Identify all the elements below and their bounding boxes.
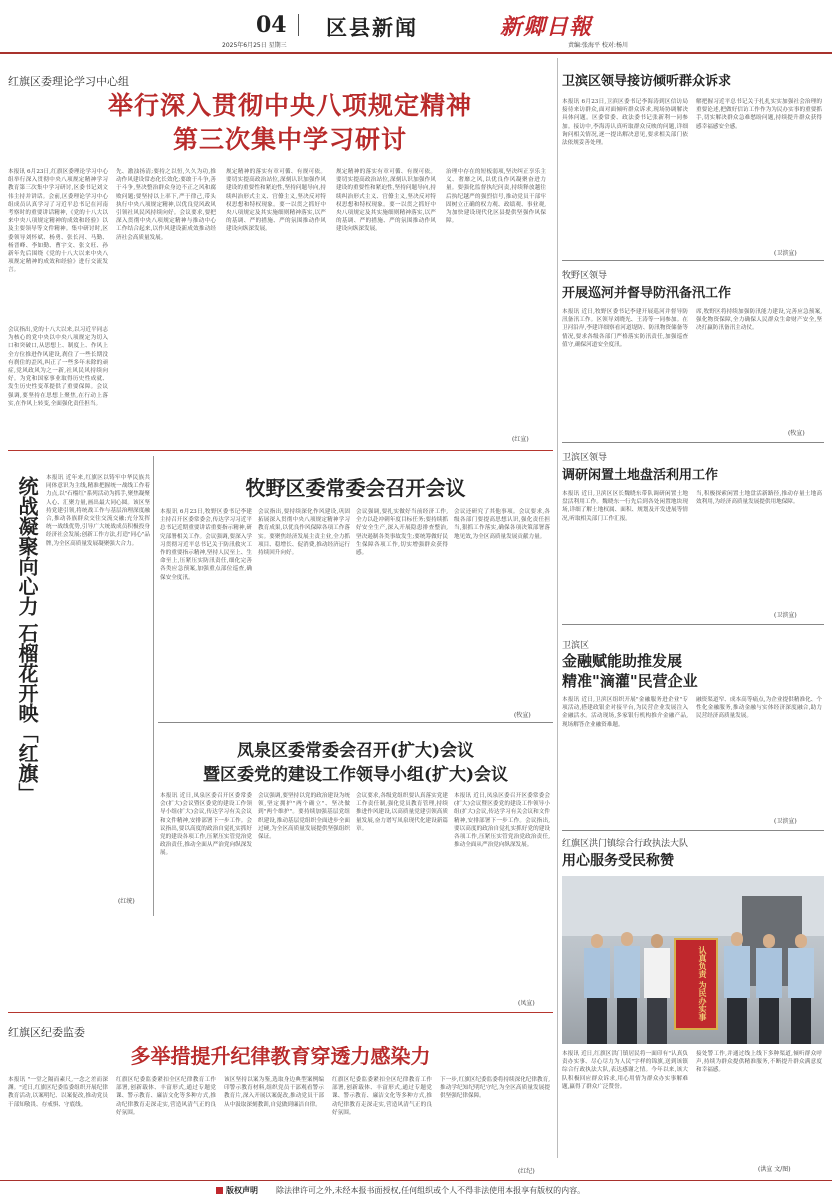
newspaper-logo: 新卿日報 — [500, 14, 593, 40]
main-col5: 规定精神的落实有章可循、有规可依。要切实提高政治站位,深刻认识加强作风建设的重要性和紧迫性,坚持问题导向,持续纠治形式主义、官僚主义,坚决反对特权思想和特权现象。要一以贯之抓好中央八项规定及其实施细则精神落实,以严的基调、严的措施、严的氛围推动作风建设向纵深发展。 — [336, 169, 436, 233]
jiwei-col3: 该区坚持以案为鉴,选取身边典型案例编印警示教育材料,组织党员干部观看警示教育片,深入开展以案促改,推动党员干部从中汲取深刻教训,自觉做到廉洁自律。 — [224, 1077, 324, 1108]
weibin3-story — [562, 628, 824, 828]
muye-col3: 会议强调,要扎实做好当前经济工作,全力以赴冲刺年度目标任务;要持续抓好安全生产,深入开展隐患排查整治,坚决遏制各类事故发生;要统筹做好民生保障各项工作,切实增强群众获得感。 — [356, 509, 448, 557]
jiwei-story — [8, 1014, 553, 1178]
jiwei-kicker: 红旗区纪委监委 — [8, 1026, 85, 1039]
person-5 — [756, 934, 782, 1044]
muye2-story — [562, 264, 824, 440]
jiwei-col5: 下一步,红旗区纪委监委将持续深化纪律教育,推动学纪知纪明纪守纪,为全区高质量发展提供坚强纪律保障。 — [440, 1077, 550, 1100]
masthead-rule — [0, 52, 832, 54]
masthead — [0, 0, 832, 50]
weibin3-byline: (卫滨宣) — [774, 818, 797, 825]
weibin2-headline: 调研闲置土地盘活利用工作 — [562, 468, 719, 483]
tongzhan-headline: 统战凝聚向心力 石榴花开映「红旗」 — [15, 476, 39, 803]
weibin3-headline-line1: 金融赋能助推发展 — [562, 652, 683, 670]
weibin3-kicker: 卫滨区 — [562, 641, 590, 651]
muye-byline: (牧宣) — [514, 712, 531, 719]
hongmen-photo — [562, 876, 824, 1044]
muye2-byline: (牧宣) — [788, 430, 805, 437]
fengquan-col4: 本报讯 近日,凤泉区委召开区委常委会(扩大)会议暨区委党的建设工作领导小组(扩大)会议,传达学习有关会议和文件精神,安排部署下一步工作。会议指出,要以高度的政治自觉扎实抓好党的建设各项工作,压紧压实管党治党政治责任,推动全面从严治党向纵深发展。 — [454, 793, 550, 849]
column-divider-left — [153, 456, 154, 916]
jiwei-byline: (红纪) — [518, 1168, 535, 1175]
muye-col1: 本报讯 6月23日,牧野区委书记李建主持召开区委常委会,传达学习习近平总书记近期重要讲话重要指示精神,研究部署相关工作。会议强调,要深入学习贯彻习近平总书记关于防汛救灾工作的重要指示精神,坚持人民至上、生命至上,压紧压实防汛责任,细化完善各类应急预案,加强重点部位巡查,确保安全度汛。 — [160, 509, 252, 581]
main-col4: 规定精神的落实有章可循、有规可依。要切实提高政治站位,深刻认识加强作风建设的重要性和紧迫性,坚持问题导向,持续纠治形式主义、官僚主义,坚决反对特权思想和特权现象。要一以贯之抓好中央八项规定及其实施细则精神落实,以严的基调、严的措施、严的氛围推动作风建设向纵深发展。 — [226, 169, 326, 233]
main-headline-line1: 举行深入贯彻中央八项规定精神 — [107, 91, 472, 120]
main-story — [0, 56, 555, 448]
editor-credits: 责编:张海平 校对:杨川 — [568, 42, 628, 49]
jiwei-col1: 本报讯 "一堂之隔而素尺,一念之差而深渊。"近日,红旗区纪委监委组织开展纪律教育活动,以案明纪、以案促改,推动党员干部知敬畏、存戒惧、守底线。 — [8, 1077, 108, 1108]
fengquan-col1: 本报讯 近日,凤泉区委召开区委常委会(扩大)会议暨区委党的建设工作领导小组(扩大)会议,传达学习有关会议和文件精神,安排部署下一步工作。会议指出,要以高度的政治自觉扎实抓好党的建设各项工作,压紧压实管党治党政治责任,推动全面从严治党向纵深发展。 — [160, 793, 252, 857]
section-title: 区县新闻 — [326, 15, 418, 40]
muye2-col1: 本报讯 近日,牧野区委书记李建开展巡河并督导防汛备汛工作。区领导刘晓光、王涛等一同参加。在卫河沿岸,李建详细察看河道堤防、防汛物资储备等情况,要求各级各部门严格落实防汛责任,加强巡查值守,确保河道安全度汛。 — [562, 309, 688, 348]
tongzhan-story — [6, 456, 152, 906]
section-rule-2 — [158, 722, 553, 723]
muye-col2: 会议指出,要持续深化作风建设,巩固拓展深入贯彻中央八项规定精神学习教育成果,以优良作风保障各项工作落实。要聚焦经济发展主责主业,全力抓项目、稳增长、促消费,推动经济运行持续回升向好。 — [258, 509, 350, 557]
weibin3-col2: 融资渠道窄、成本高等痛点,为企业提供精准化、个性化金融服务,推动金融与实体经济深度融合,助力民营经济高质量发展。 — [696, 697, 822, 720]
main-kicker: 红旗区委理论学习中心组 — [8, 75, 129, 88]
hongmen-col1: 本报讯 近日,红旗区洪门镇居民将一面印有"认真负责办实事、尽心尽力为人民"字样的锦旗,送到该镇综合行政执法大队,表达感谢之情。今年以来,该大队积极回应群众诉求,用心用情为群众办实事解难题,赢得了群众广泛赞誉。 — [562, 1051, 688, 1090]
footer-label: 版权声明 — [226, 1186, 258, 1195]
banner-flag — [674, 938, 718, 1030]
muye2-col2: 席,牧野区将持续加强防汛能力建设,完善应急预案,强化物资保障,全力确保人民群众生命财产安全,坚决打赢防汛备汛主动仗。 — [696, 309, 822, 332]
weibin3-col1: 本报讯 近日,卫滨区组织开展"金融服务进企业"专项活动,搭建政银企对接平台,为民营企业发展注入金融活水。活动现场,多家银行机构推介金融产品,现场解答企业融资难题。 — [562, 697, 688, 728]
footer — [0, 1182, 832, 1200]
column-divider-main — [557, 58, 558, 1158]
weibin2-col2: 当,积极探索闲置土地盘活新路径,推动存量土地高效利用,为经济高质量发展提供用地保障。 — [696, 491, 822, 506]
hongmen-kicker: 红旗区洪门镇综合行政执法大队 — [562, 839, 689, 849]
footer-rule — [0, 1180, 832, 1181]
weibin-col2: 解把握习近平总书记关于扎扎实实加强社会治理的重要论述,把做好信访工作作为为民办实事的重要抓手,切实解决群众急难愁盼问题,持续提升群众获得感幸福感安全感。 — [696, 99, 822, 130]
section-rule-3 — [8, 1012, 553, 1013]
jiwei-headline: 多举措提升纪律教育穿透力感染力 — [130, 1044, 431, 1068]
fengquan-headline-line2: 暨区委党的建设工作领导小组(扩大)会议 — [202, 765, 509, 785]
main-byline: (红宣) — [512, 436, 529, 443]
weibin2-byline: (卫滨宣) — [774, 612, 797, 619]
fengquan-col3: 会议要求,各级党组织要认真落实党建工作责任制,强化党员教育管理,持续推进作风建设,以高质量党建引领高质量发展,奋力谱写凤泉现代化建设新篇章。 — [356, 793, 448, 832]
person-3 — [644, 934, 670, 1044]
weibin-headline: 卫滨区领导接访倾听群众诉求 — [562, 74, 732, 89]
muye-headline: 牧野区委常委会召开会议 — [245, 476, 466, 500]
muye-story — [158, 456, 553, 720]
footer-marker — [216, 1187, 223, 1194]
tongzhan-text: 本报讯 近年来,红旗区以铸牢中华民族共同体意识为主线,精准把握统一战线工作着力点,以"石榴红"系列活动为抓手,聚焦凝聚人心、汇聚力量,画出最大同心圆。该区坚持党建引领,将统战工作与基层治理深度融合,推动各族群众交往交流交融;充分发挥统一战线优势,引导广大统战成员积极投身经济社会发展;创新工作方法,打造"同心"品牌,为全区高质量发展凝聚强大合力。 — [46, 475, 150, 547]
muye2-kicker: 牧野区领导 — [562, 271, 608, 281]
weibin-byline: (卫滨宣) — [774, 250, 797, 257]
right-rule-2 — [562, 442, 824, 443]
fengquan-byline: (凤宣) — [518, 1000, 535, 1007]
weibin2-story — [562, 446, 824, 622]
main-col3: 先、激浊扬清;要持之以恒,久久为功,推动作风建设常态化长效化;要敢于斗争,善于斗争,坚决整治群众身边不正之风和腐败问题;要坚持以上率下,严于律己,带头执行中央八项规定精神,以优良党风政风引领社风民风持续向好。会议要求,要把深入贯彻中央八项规定精神与推动中心工作结合起来,以作风建设新成效推动经济社会高质量发展。 — [116, 169, 216, 241]
main-headline-line2: 第三次集中学习研讨 — [172, 125, 407, 154]
tongzhan-byline: (红统) — [118, 898, 135, 905]
weibin2-col1: 本报讯 近日,卫滨区区长魏晓东带队调研闲置土地盘活利用工作。魏晓东一行先后到各处闲置地块现场,详细了解土地权属、面积、规划及开发进展等情况,听取相关部门工作汇报。 — [562, 491, 688, 522]
person-1 — [584, 934, 610, 1044]
weibin-story — [562, 58, 824, 258]
page-number: 04 — [256, 12, 287, 38]
weibin-col1: 本报讯 6月23日,卫滨区委书记李海涛到区信访局接待来访群众,面对面倾听群众诉求,现场协调解决具体问题。区委常委、政法委书记张新利一同参加。接访中,李海涛认真听取群众反映的问题,详细询问相关情况,逐一提出解决意见,要求相关部门依法依规妥善处理。 — [562, 99, 688, 147]
person-2 — [614, 932, 640, 1044]
jiwei-col2: 红旗区纪委监委紧扣全区纪律教育工作部署,创新载体、丰富形式,通过专题党课、警示教育、廉洁文化等多种方式,推动纪律教育走深走实,营造风清气正的良好氛围。 — [116, 1077, 216, 1116]
fengquan-story — [158, 726, 553, 1012]
right-rule-1 — [562, 260, 824, 261]
banner-text: 认真负责 为民办实事 — [698, 946, 708, 1021]
weibin3-headline-line2: 精准"滴灌"民营企业 — [562, 672, 698, 690]
jiwei-col4: 红旗区纪委监委紧扣全区纪律教育工作部署,创新载体、丰富形式,通过专题党课、警示教育、廉洁文化等多种方式,推动纪律教育走深走实,营造风清气正的良好氛围。 — [332, 1077, 432, 1116]
fengquan-col2: 会议强调,要坚持以党的政治建设为统领,坚定拥护"两个确立"、坚决做到"两个维护"。要持续加强基层党组织建设,推动基层党组织全面进步全面过硬,为全区高质量发展提供坚强组织保证。 — [258, 793, 350, 841]
muye-col4: 会议还研究了其他事项。会议要求,各级各部门要提高思想认识,强化责任担当,狠抓工作落实,确保各项决策部署落地见效,为全区高质量发展贡献力量。 — [454, 509, 550, 540]
hongmen-byline: (洪宣 文/图) — [758, 1166, 791, 1173]
hongmen-headline: 用心服务受民称赞 — [562, 853, 674, 869]
fengquan-headline-line1: 凤泉区委常委会召开(扩大)会议 — [236, 741, 475, 761]
footer-text: 除法律许可之外,未经本报书面授权,任何组织或个人不得非法使用本报享有版权的内容。 — [276, 1186, 586, 1195]
hongmen-col2: 接处警工作,并通过线上线下多种渠道,倾听群众呼声,持续为群众提供精准服务,不断提升群众满意度和幸福感。 — [696, 1051, 822, 1074]
main-col1: 本报讯 6月23日,红旗区委理论学习中心组举行深入贯彻中央八项规定精神学习教育第三次集中学习研讨,区委书记刘文伟主持并讲话。会前,区委理论学习中心组成员认真学习了习近平总书记在河南考察时的重要讲话精神,《党的十八大以来中央八项规定精神的成效和经验》以及主要领导等文件精神。集中研讨时,区委领导刘怀斌、杨勇、张长河、马勤、杨晋峰、李如勤、曹宇文、张文旺、孙新年先后围绕《党的十八大以来中央八项规定精神的成效和经验》进行交流发言。 — [8, 169, 108, 274]
masthead-divider — [298, 14, 299, 36]
person-6 — [788, 934, 814, 1044]
main-col6: 治理中存在的短板弱项,坚决纠正享乐主义、奢靡之风,以优良作风凝聚奋进力量。要强化监督执纪问责,持续释放越往后执纪越严的强烈信号,推动党员干部牢固树立正确的权力观、政绩观、事业观,为加快建设现代化区县提供坚强作风保障。 — [446, 169, 546, 225]
main-col2: 会议指出,党的十八大以来,以习近平同志为核心的党中央以中央八项规定为切入口和突破口,从思想上、制度上、作风上全方位推进作风建设,刹住了一些长期没有刹住的歪风,纠正了一些多年未除的顽症,党风政风为之一新,社风民风持续向好。为党和国家事业取得历史性成就、发生历史性变革提供了重要保障。会议强调,要坚持在思想上聚焦,在行动上落实,在作风上转变,全面强化责任担当。 — [8, 327, 108, 407]
weibin2-kicker: 卫滨区领导 — [562, 453, 608, 463]
right-rule-3 — [562, 624, 824, 625]
muye2-headline: 开展巡河并督导防汛备汛工作 — [562, 286, 732, 301]
hongmen-story — [562, 834, 824, 1178]
section-rule-1 — [8, 450, 553, 451]
publication-date: 2025年6月25日 星期三 — [222, 42, 287, 49]
person-4 — [724, 932, 750, 1044]
right-rule-4 — [562, 830, 824, 831]
